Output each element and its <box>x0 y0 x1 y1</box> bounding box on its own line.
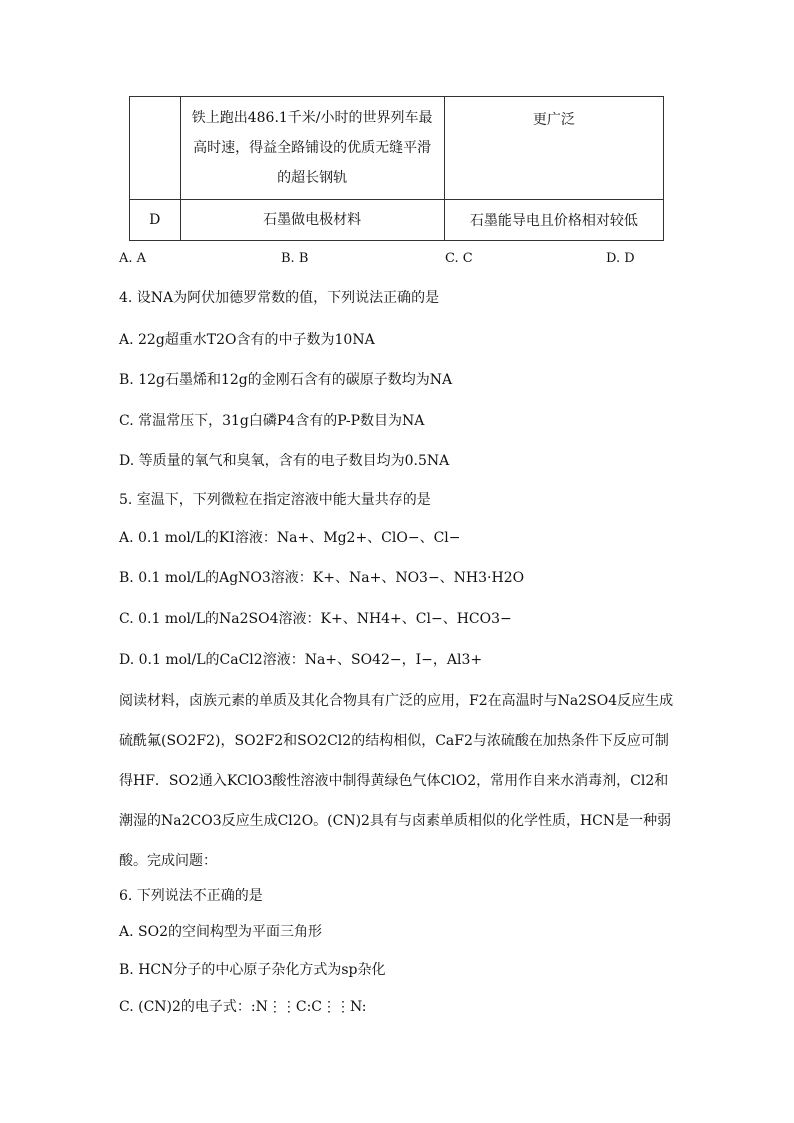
q4-option-d: D. 等质量的氧气和臭氧，含有的电子数目均为0.5NA <box>119 453 450 469</box>
q5-option-c: C. 0.1 mol/L的Na2SO4溶液：K+、NH4+、Cl−、HCO3− <box>119 611 512 627</box>
q4-option-b: B. 12g石墨烯和12g的金刚石含有的碳原子数均为NA <box>119 372 453 388</box>
q6-stem: 6. 下列说法不正确的是 <box>119 888 263 904</box>
row-label: D <box>130 200 181 241</box>
q5-option-b: B. 0.1 mol/L的AgNO3溶液：K+、Na+、NO3−、NH3·H2O <box>119 570 525 586</box>
row-reason: 石墨能导电且价格相对较低 <box>444 200 663 241</box>
q5-stem: 5. 室温下，下列微粒在指定溶液中能大量共存的是 <box>119 492 431 508</box>
q5-option-a: A. 0.1 mol/L的KI溶液：Na+、Mg2+、ClO−、Cl− <box>119 530 461 546</box>
q4-option-a: A. 22g超重水T2O含有的中子数为10NA <box>119 332 375 348</box>
table-row <box>130 97 664 200</box>
q6-option-a: A. SO2的空间构型为平面三角形 <box>119 924 322 940</box>
q4-stem: 4. 设NA为阿伏加德罗常数的值，下列说法正确的是 <box>119 290 440 306</box>
row-reason: 更广泛 <box>444 97 663 200</box>
answer-table <box>129 96 664 241</box>
table-row <box>130 200 664 241</box>
option-b: B. B <box>281 251 309 266</box>
q5-option-d: D. 0.1 mol/L的CaCl2溶液：Na+、SO42−，I−，Al3+ <box>119 652 483 668</box>
q4-option-c: C. 常温常压下，31g白磷P4含有的P-P数目为NA <box>119 413 425 429</box>
q6-option-b: B. HCN分子的中心原子杂化方式为sp杂化 <box>119 962 386 978</box>
row-content: 铁上跑出486.1千米/小时的世界列车最高时速，得益全路铺设的优质无缝平滑的超长钢轨 <box>180 97 444 200</box>
q6-option-c: C. (CN)2的电子式：:N⋮⋮C:C⋮⋮N: <box>119 999 367 1015</box>
option-d: D. D <box>606 251 635 266</box>
reading-passage: 阅读材料，卤族元素的单质及其化合物具有广泛的应用，F2在高温时与Na2SO4反应生成硫酰氟(SO2F2)，SO2F2和SO2Cl2的结构相似，CaF2与浓硫酸在加热条件下反应可制得HF．SO2通入KClO3酸性溶液中制得黄绿色气体ClO2，常用作自来水消毒剂，Cl2和潮湿的Na2CO3反应生成Cl2O。(CN)2具有与卤素单质相似的化学性质，HCN是一种弱酸。完成问题： <box>119 693 674 869</box>
row-label <box>130 97 181 200</box>
option-a: A. A <box>119 251 147 266</box>
row-content: 石墨做电极材料 <box>180 200 444 241</box>
option-c: C. C <box>445 251 473 266</box>
